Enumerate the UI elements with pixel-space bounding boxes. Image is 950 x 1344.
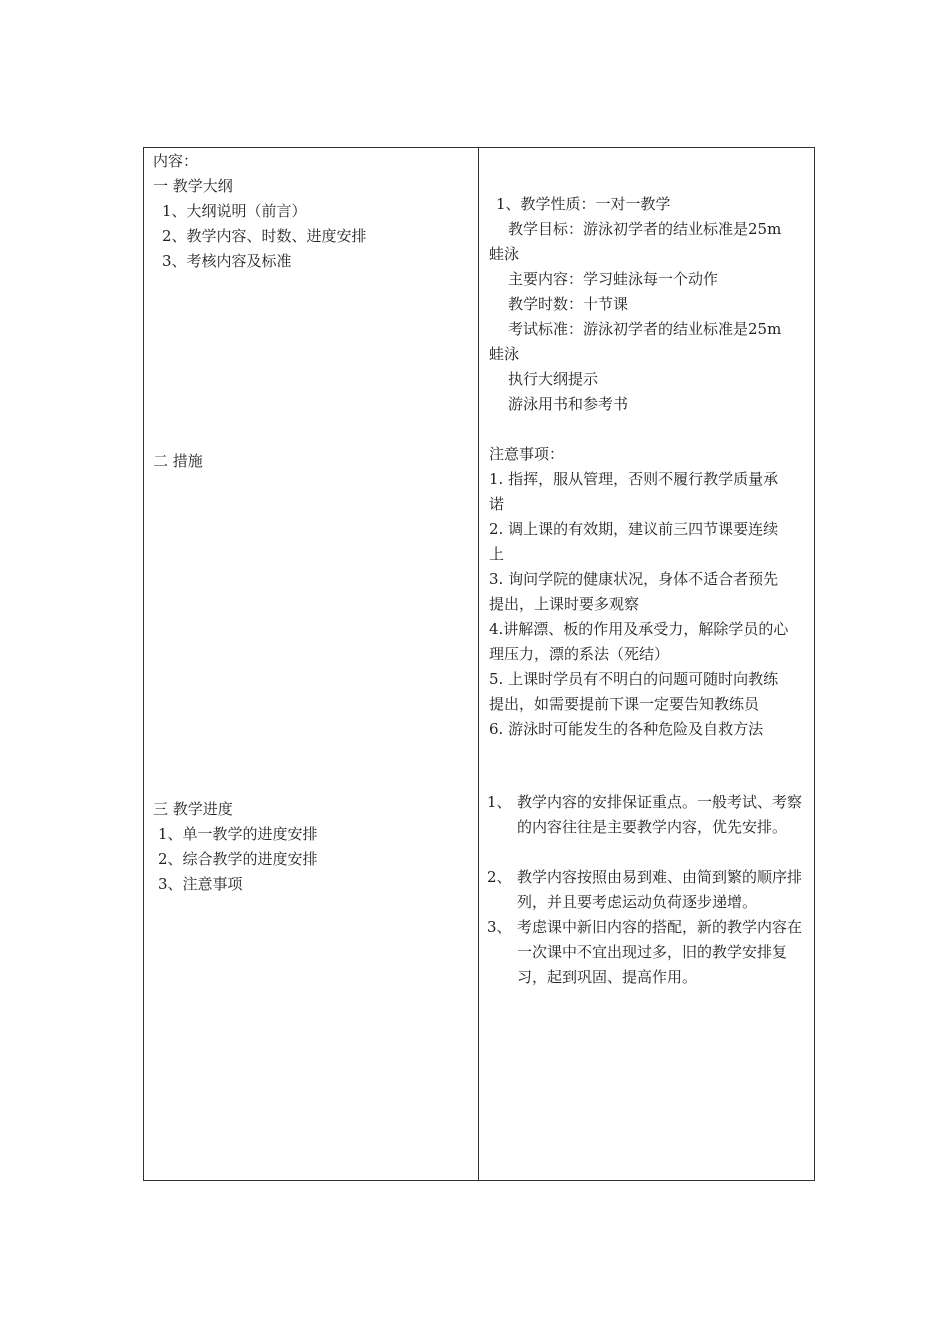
syllabus-line: 教学目标：游泳初学者的结业标准是25m [508, 220, 782, 238]
notes-line: 提出，上课时要多观察 [489, 595, 640, 613]
content-label: 内容： [153, 152, 199, 170]
progress-item-number: 2、 [487, 868, 512, 886]
notes-line: 2. 调上课的有效期，建议前三四节课要连续 [489, 520, 779, 538]
progress-item-text: 考虑课中新旧内容的搭配，新的教学内容在一次课中不宜出现过多，旧的教学安排复习，起到巩固、提高作用。 [517, 918, 803, 986]
syllabus-line: 教学时数：十节课 [508, 295, 629, 313]
progress-item-text: 教学内容的安排保证重点。一般考试、考察的内容往往是主要教学内容，优先安排。 [517, 793, 803, 836]
syllabus-line: 主要内容：学习蛙泳每一个动作 [508, 270, 719, 288]
section3-item: 3、注意事项 [158, 875, 243, 893]
syllabus-line: 蛙泳 [489, 245, 520, 263]
notes-title: 注意事项： [489, 445, 565, 463]
notes-line: 诺 [489, 495, 505, 513]
notes-line: 3. 询问学院的健康状况，身体不适合者预先 [489, 570, 779, 588]
notes-line: 上 [489, 545, 505, 563]
notes-line: 1. 指挥，服从管理，否则不履行教学质量承 [489, 470, 779, 488]
syllabus-line: 执行大纲提示 [508, 370, 599, 388]
section1-item: 3、考核内容及标准 [162, 252, 292, 270]
section1-item: 2、教学内容、时数、进度安排 [162, 227, 367, 245]
syllabus-line: 蛙泳 [489, 345, 520, 363]
notes-line: 理压力，漂的系法（死结） [489, 645, 670, 663]
notes-line: 4.讲解漂、板的作用及承受力，解除学员的心 [489, 620, 789, 638]
progress-item [487, 865, 809, 915]
syllabus-line: 考试标准：游泳初学者的结业标准是25m [508, 320, 782, 338]
syllabus-line: 1、教学性质：一对一教学 [496, 195, 671, 213]
section3-item: 1、单一教学的进度安排 [158, 825, 318, 843]
section1-item: 1、大纲说明（前言） [162, 202, 307, 220]
progress-item-text: 教学内容按照由易到难、由简到繁的顺序排列，并且要考虑运动负荷逐步递增。 [517, 868, 803, 911]
notes-line: 6. 游泳时可能发生的各种危险及自救方法 [489, 720, 764, 738]
column-divider [478, 148, 479, 1180]
notes-line: 5. 上课时学员有不明白的问题可随时向教练 [489, 670, 779, 688]
syllabus-line: 游泳用书和参考书 [508, 395, 629, 413]
section3-item: 2、综合教学的进度安排 [158, 850, 318, 868]
progress-item [487, 790, 809, 840]
section3-title: 三 教学进度 [153, 800, 233, 818]
notes-line: 提出，如需要提前下课一定要告知教练员 [489, 695, 760, 713]
progress-item [487, 915, 809, 990]
progress-item-number: 3、 [487, 918, 512, 936]
section2-title: 二 措施 [153, 452, 203, 470]
progress-item-number: 1、 [487, 793, 512, 811]
document-table [143, 147, 815, 1181]
section1-title: 一 教学大纲 [153, 177, 233, 195]
